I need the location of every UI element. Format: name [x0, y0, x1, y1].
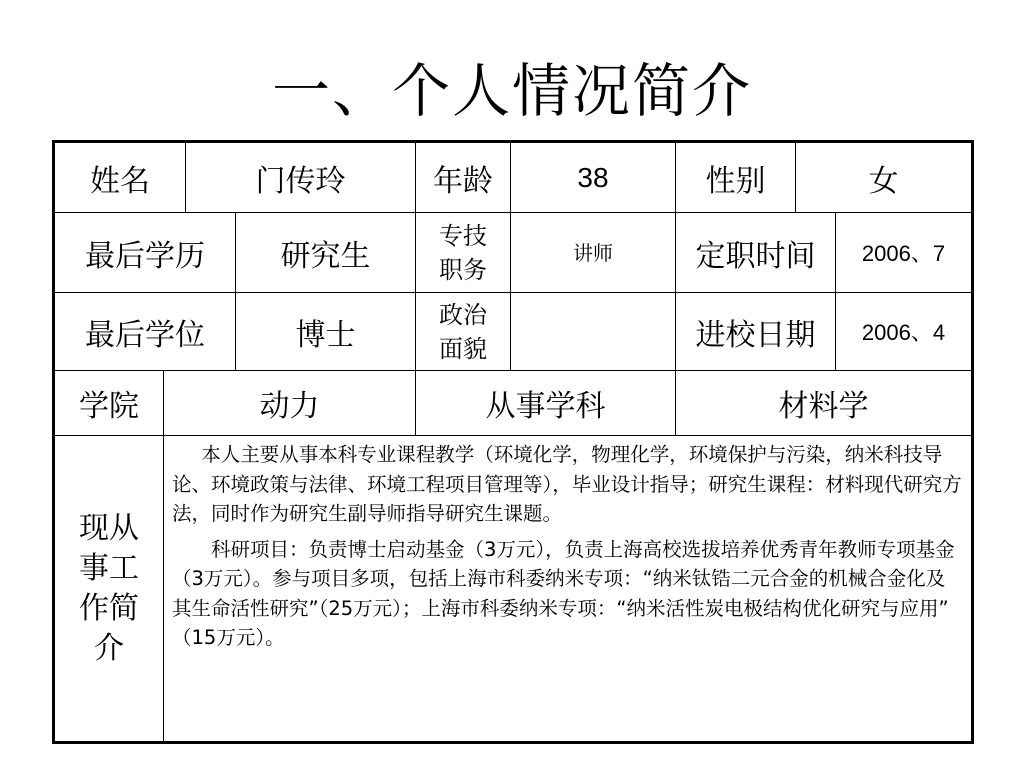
name-value: 门传玲	[255, 163, 346, 199]
entry-date-label: 进校日期	[695, 317, 816, 353]
age-value: 38	[577, 161, 609, 193]
teaching-paragraph: 本人主要从事本科专业课程教学（环境化学，物理化学，环境保护与污染，纳米科技导论、环境政策与法律、环境工程项目管理等），毕业设计指导；研究生课程：材料现代研究方法，同时作为研究生副导师指导研究生课题。	[172, 443, 962, 525]
education-label: 最后学历	[85, 238, 205, 274]
title-date-value: 2006、7	[861, 241, 946, 266]
degree-label: 最后学位	[85, 317, 205, 353]
education-value: 研究生	[280, 238, 371, 274]
row-divider	[52, 435, 974, 436]
professional-title-label	[416, 213, 510, 292]
political-status-value	[511, 293, 675, 370]
professional-title-label-line1: 专技	[439, 221, 487, 250]
college-label: 学院	[79, 389, 139, 424]
research-paragraph: 科研项目：负责博士启动基金（3万元），负责上海高校选拔培养优秀青年教师专项基金（3万元）。参与项目多项，包括上海市科委纳米专项：“纳米钛锆二元合金的机械合金化及其生命活性研究”（25万元）；上海市科委纳米专项：“纳米活性炭电极结构优化研究与应用” （15万元）。	[172, 537, 955, 649]
professional-title-value: 讲师	[573, 240, 613, 265]
gender-value: 女	[868, 163, 899, 199]
gender-label: 性别	[705, 163, 766, 199]
work-summary-text	[172, 440, 962, 659]
professional-title-label-line2: 职务	[439, 255, 487, 284]
degree-value: 博士	[295, 317, 356, 353]
name-label: 姓名	[90, 163, 150, 199]
college-value: 动力	[259, 389, 320, 424]
page-title: 一、个人情况简介	[271, 57, 752, 125]
entry-date-value: 2006、4	[861, 320, 946, 345]
discipline-label: 从事学科	[485, 389, 606, 424]
title-date-label: 定职时间	[695, 238, 816, 274]
work-summary-label-line1: 现从	[79, 510, 139, 546]
work-summary-label	[55, 436, 163, 741]
work-summary-label-line2: 事工	[79, 550, 139, 586]
political-status-label	[416, 293, 510, 370]
work-summary-label-line4: 介	[94, 630, 124, 666]
political-status-label-line2: 面貌	[439, 334, 487, 363]
work-summary-label-line3: 作简	[79, 590, 139, 626]
political-status-label-line1: 政治	[439, 300, 487, 329]
discipline-value: 材料学	[778, 389, 869, 424]
column-divider	[163, 435, 164, 744]
age-label: 年龄	[433, 163, 493, 199]
